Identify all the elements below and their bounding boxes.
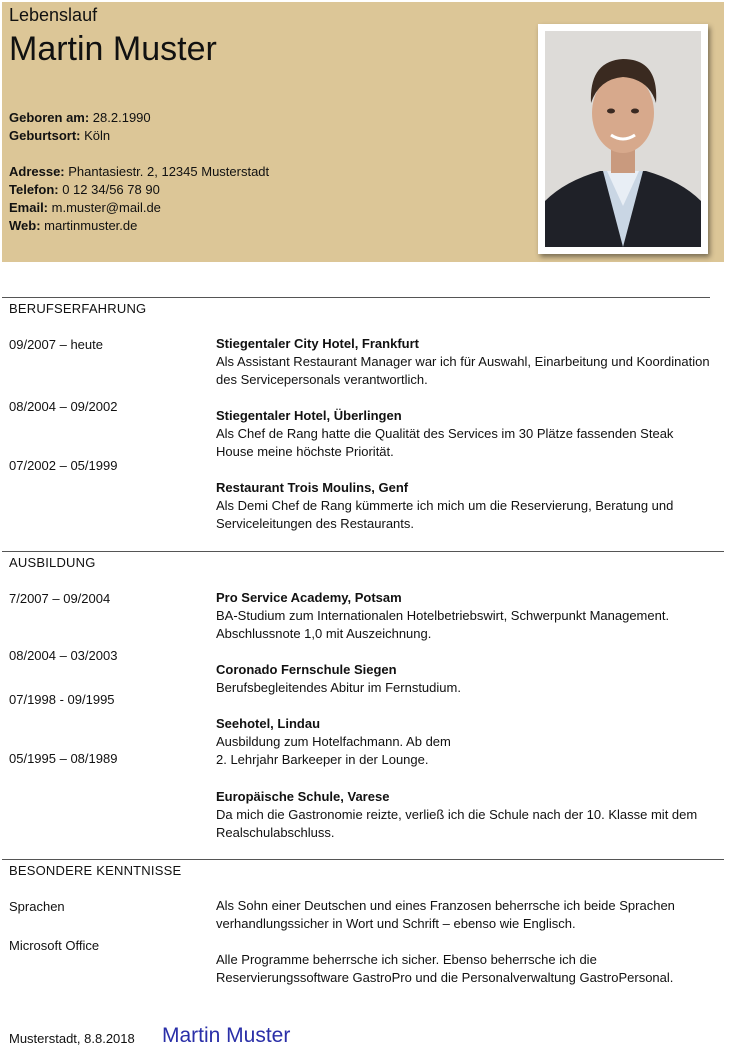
education-date: 08/2004 – 03/2003 (9, 648, 118, 663)
section-title-ausbildung: AUSBILDUNG (9, 555, 96, 570)
section-title-berufserfahrung: BERUFSERFAHRUNG (9, 301, 147, 316)
skill-label: Sprachen (9, 899, 65, 914)
school-description: 2. Lehrjahr Barkeeper in der Lounge. (216, 752, 429, 767)
name-title: Martin Muster (9, 30, 217, 68)
job-date: 07/2002 – 05/1999 (9, 458, 118, 473)
job-description: des Servicepersonals verantwortlich. (216, 372, 428, 387)
signature: Martin Muster (162, 1024, 291, 1047)
education-entry (216, 788, 731, 842)
phone-line: Telefon: 0 12 34/56 78 90 (9, 182, 160, 197)
job-title: Stiegentaler City Hotel, Frankfurt (216, 336, 419, 351)
job-title: Restaurant Trois Moulins, Genf (216, 480, 409, 495)
address-line: Adresse: Phantasiestr. 2, 12345 Musterstadt (9, 164, 270, 179)
skill-entry (216, 951, 731, 987)
job-description: Serviceleitungen des Restaurants. (216, 516, 415, 531)
job-entry (216, 407, 731, 461)
personal-info (9, 109, 151, 145)
skill-entry (216, 897, 731, 933)
document-label: Lebenslauf (9, 5, 98, 25)
job-date: 09/2007 – heute (9, 337, 103, 352)
education-entry (216, 715, 731, 769)
section-divider (2, 297, 710, 298)
school-title: Europäische Schule, Varese (216, 789, 390, 804)
job-title: Stiegentaler Hotel, Überlingen (216, 408, 402, 423)
skill-label: Microsoft Office (9, 938, 100, 953)
section-title-kenntnisse: BESONDERE KENNTNISSE (9, 863, 182, 878)
skill-description: Reservierungssoftware GastroPro und die Personalverwaltung GastroPersonal. (216, 970, 674, 985)
portrait-image (545, 31, 701, 247)
school-title: Coronado Fernschule Siegen (216, 662, 397, 677)
birth-date-line: Geboren am: 28.2.1990 (9, 110, 151, 125)
school-title: Seehotel, Lindau (216, 716, 321, 731)
education-date: 05/1995 – 08/1989 (9, 751, 118, 766)
job-description: Als Demi Chef de Rang kümmerte ich mich um die Reservierung, Beratung und (216, 498, 674, 513)
email-line[interactable]: Email: m.muster@mail.de (9, 200, 161, 215)
place-date: Musterstadt, 8.8.2018 (9, 1031, 135, 1046)
portrait-photo (545, 31, 701, 247)
school-description: Ausbildung zum Hotelfachmann. Ab dem (216, 734, 451, 749)
skill-description: Alle Programme beherrsche ich sicher. Ebenso beherrsche ich die (216, 952, 597, 967)
job-description: House meine höchste Priorität. (216, 444, 394, 459)
school-title: Pro Service Academy, Potsam (216, 590, 402, 605)
skill-description: verhandlungssicher in Wort und Schrift – ebenso wie Englisch. (216, 916, 576, 931)
school-description: Realschulabschluss. (216, 825, 335, 840)
job-entry (216, 335, 731, 389)
school-description: Abschlussnote 1,0 mit Auszeichnung. (216, 626, 432, 641)
section-divider (2, 859, 724, 860)
school-description: Da mich die Gastronomie reizte, verließ ich die Schule nach der 10. Klasse mit dem (216, 807, 698, 822)
job-date: 08/2004 – 09/2002 (9, 399, 118, 414)
school-description: BA-Studium zum Internationalen Hotelbetriebswirt, Schwerpunkt Management. (216, 608, 670, 623)
job-description: Als Assistant Restaurant Manager war ich für Auswahl, Einarbeitung und Koordination (216, 354, 710, 369)
contact-info (9, 163, 269, 235)
education-entry (216, 589, 731, 643)
education-date: 7/2007 – 09/2004 (9, 591, 111, 606)
section-divider (2, 551, 724, 552)
education-date: 07/1998 - 09/1995 (9, 692, 115, 707)
job-entry (216, 479, 731, 533)
birth-place-line: Geburtsort: Köln (9, 128, 111, 143)
education-entry (216, 661, 731, 697)
skill-description: Als Sohn einer Deutschen und eines Franzosen beherrsche ich beide Sprachen (216, 898, 675, 913)
photo-frame (538, 24, 708, 254)
web-line[interactable]: Web: martinmuster.de (9, 218, 138, 233)
job-description: Als Chef de Rang hatte die Qualität des Services im 30 Plätze fassenden Steak (216, 426, 674, 441)
school-description: Berufsbegleitendes Abitur im Fernstudium. (216, 680, 461, 695)
